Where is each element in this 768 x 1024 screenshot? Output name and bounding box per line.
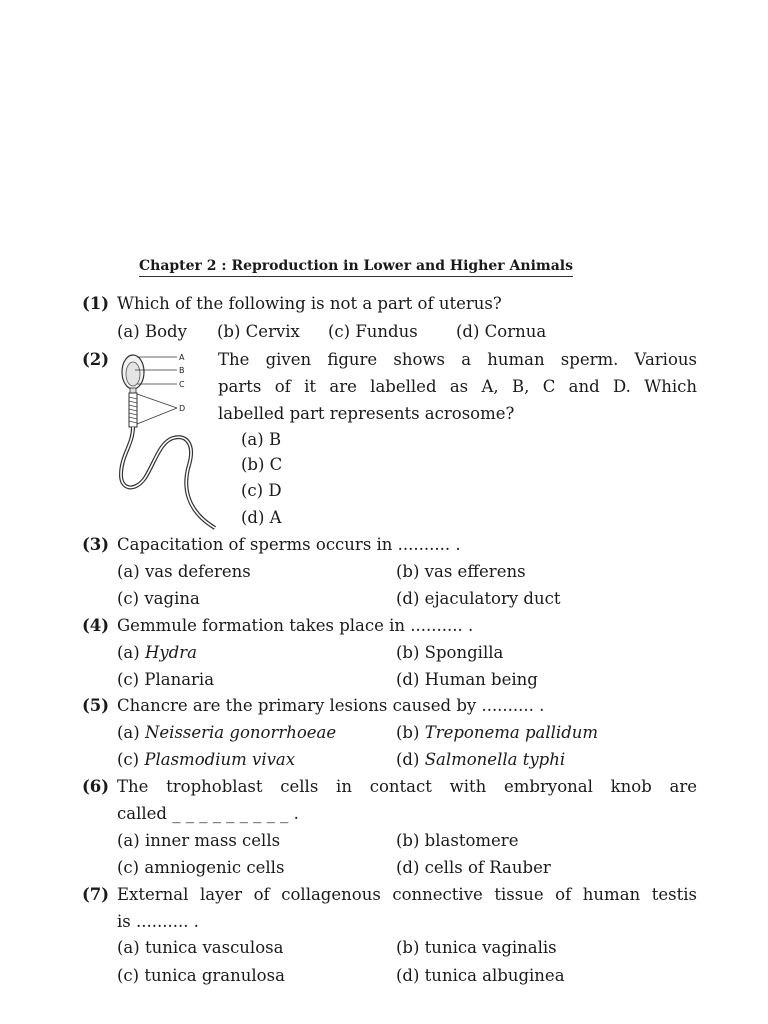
question-text-line-2: parts of it are labelled as A, B, C and D. Which <box>218 377 697 396</box>
option-b: (b) Cervix <box>217 322 300 341</box>
question-number: (2) <box>82 350 110 369</box>
question-text-line-2: is .......... . <box>117 912 199 931</box>
option-c: (c) Fundus <box>328 322 418 341</box>
option-c: (c) amniogenic cells <box>117 858 285 877</box>
option-a: (a) Neisseria gonorrhoeae <box>117 723 337 742</box>
question-text-line-1: External layer of collagenous connective tissue of human testis <box>117 885 697 904</box>
option-a: (a) tunica vasculosa <box>117 938 284 957</box>
option-b: (b) blastomere <box>396 831 519 850</box>
question-number: (4) <box>82 616 110 635</box>
option-c: (c) vagina <box>117 589 200 608</box>
label-c: C <box>179 380 185 389</box>
question-number: (3) <box>82 535 110 554</box>
option-d: (d) A <box>241 508 282 527</box>
question-number: (7) <box>82 885 110 904</box>
option-b: (b) tunica vaginalis <box>396 938 557 957</box>
option-a: (a) Body <box>117 322 187 341</box>
option-a: (a) Hydra <box>117 643 197 662</box>
question-text: Chancre are the primary lesions caused by .......... . <box>117 696 545 715</box>
sperm-figure <box>115 350 220 532</box>
question-text: Which of the following is not a part of uterus? <box>117 294 502 313</box>
question-text-line-1: The trophoblast cells in contact with embryonal knob are <box>117 777 697 796</box>
label-b: B <box>179 366 185 375</box>
label-d: D <box>179 404 186 413</box>
option-c: (c) Planaria <box>117 670 215 689</box>
option-a: (a) inner mass cells <box>117 831 281 850</box>
option-a: (a) B <box>241 430 282 449</box>
question-number: (1) <box>82 294 110 313</box>
question-text-line-2: called _ _ _ _ _ _ _ _ _ . <box>117 804 299 823</box>
question-text: Gemmule formation takes place in .......... . <box>117 616 474 635</box>
question-text-line-3: labelled part represents acrosome? <box>218 404 515 423</box>
option-d: (d) cells of Rauber <box>396 858 551 877</box>
question-number: (5) <box>82 696 110 715</box>
label-a: A <box>179 353 185 362</box>
option-d: (d) ejaculatory duct <box>396 589 561 608</box>
option-d: (d) Salmonella typhi <box>396 750 566 769</box>
option-c: (c) tunica granulosa <box>117 966 285 985</box>
option-b: (b) vas efferens <box>396 562 526 581</box>
option-b: (b) Treponema pallidum <box>396 723 599 742</box>
chapter-title: Chapter 2 : Reproduction in Lower and Higher Animals <box>139 258 573 277</box>
option-d: (d) tunica albuginea <box>396 966 565 985</box>
option-c: (c) Plasmodium vivax <box>117 750 296 769</box>
option-d: (d) Human being <box>396 670 538 689</box>
question-text: Capacitation of sperms occurs in .......... . <box>117 535 461 554</box>
option-d: (d) Cornua <box>456 322 547 341</box>
option-b: (b) C <box>241 455 283 474</box>
question-number: (6) <box>82 777 110 796</box>
option-b: (b) Spongilla <box>396 643 504 662</box>
question-text-line-1: The given figure shows a human sperm. Various <box>218 350 697 369</box>
option-c: (c) D <box>241 481 282 500</box>
option-a: (a) vas deferens <box>117 562 251 581</box>
